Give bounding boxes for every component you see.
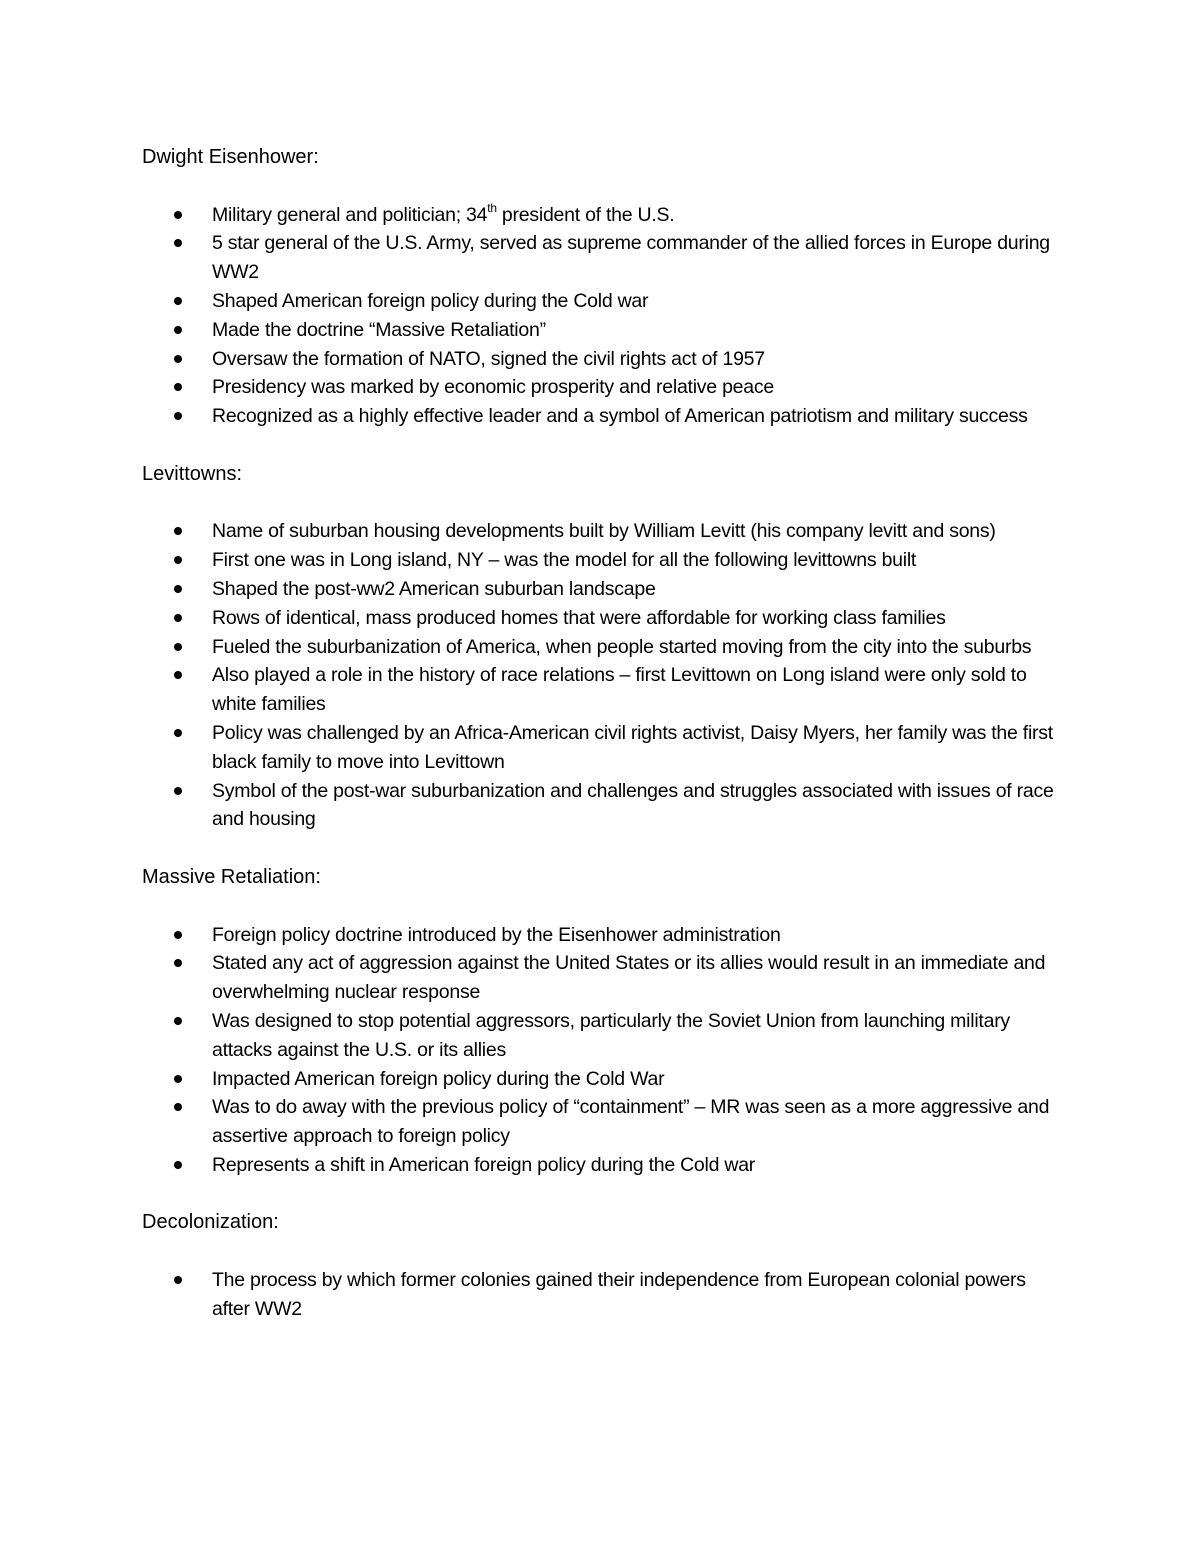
list-item — [142, 546, 1062, 575]
bullet-icon — [174, 787, 182, 795]
spacer — [142, 1180, 1062, 1209]
bullet-icon — [174, 959, 182, 967]
bullet-icon — [174, 211, 182, 219]
list-item — [142, 1065, 1062, 1094]
list-item-text: First one was in Long island, NY – was the model for all the following levittowns built — [212, 549, 917, 572]
section-heading-massive-retaliation: Massive Retaliation: — [142, 865, 321, 888]
bullet-icon — [174, 1017, 182, 1025]
bullet-icon — [174, 1103, 182, 1111]
bullet-icon — [174, 527, 182, 535]
list-item-text: Impacted American foreign policy during the Cold War — [212, 1067, 665, 1090]
list-item-text: The process by which former colonies gained their independence from European colonial powers after WW2 — [212, 1269, 1026, 1320]
list-item-text-after: president of the U.S. — [496, 203, 675, 226]
bullet-icon — [174, 931, 182, 939]
bullet-icon — [174, 729, 182, 737]
bullet-list-massive-retaliation — [142, 921, 1062, 1180]
list-item — [142, 1007, 1062, 1065]
list-item — [142, 316, 1062, 345]
list-item — [142, 661, 1062, 719]
section-heading-decolonization: Decolonization: — [142, 1211, 279, 1234]
spacer — [142, 892, 1062, 921]
spacer — [142, 834, 1062, 863]
list-item — [142, 604, 1062, 633]
bullet-icon — [174, 1276, 182, 1284]
list-item — [142, 921, 1062, 950]
bullet-icon — [174, 1161, 182, 1169]
list-item — [142, 777, 1062, 835]
list-item-text: Was to do away with the previous policy of “containment” – MR was seen as a more aggressive and assertive approach to foreign policy — [212, 1096, 1050, 1148]
list-item — [142, 201, 1062, 230]
list-item-text: Foreign policy doctrine introduced by the Eisenhower administration — [212, 923, 781, 946]
list-item-text: Name of suburban housing developments built by William Levitt (his company levitt and sons) — [212, 520, 996, 543]
list-item — [142, 1151, 1062, 1180]
list-item — [142, 373, 1062, 402]
bullet-icon — [174, 671, 182, 679]
list-item-text: Shaped the post-ww2 American suburban landscape — [212, 577, 656, 600]
list-item — [142, 517, 1062, 546]
spacer — [142, 1237, 1062, 1266]
bullet-icon — [174, 643, 182, 651]
list-item — [142, 949, 1062, 1007]
bullet-icon — [174, 355, 182, 363]
list-item-text: Stated any act of aggression against the United States or its allies would result in an immediate and overwhelming nuclear response — [212, 952, 1046, 1004]
bullet-icon — [174, 326, 182, 334]
bullet-icon — [174, 1075, 182, 1083]
spacer — [142, 431, 1062, 460]
list-item-text: Military general and politician; 34 — [212, 203, 488, 226]
list-item — [142, 719, 1062, 777]
list-item — [142, 345, 1062, 374]
bullet-icon — [174, 383, 182, 391]
list-item-text: Policy was challenged by an Africa-American civil rights activist, Daisy Myers, her family was the first black family to move into Levittown — [212, 721, 1053, 773]
list-item — [142, 402, 1062, 431]
bullet-icon — [174, 614, 182, 622]
list-item — [142, 287, 1062, 316]
section-heading-eisenhower: Dwight Eisenhower: — [142, 146, 319, 168]
bullet-icon — [174, 297, 182, 305]
superscript: th — [487, 201, 497, 216]
list-item-text: Represents a shift in American foreign policy during the Cold war — [212, 1153, 756, 1176]
list-item-text: Fueled the suburbanization of America, when people started moving from the city into the suburbs — [212, 635, 1032, 658]
list-item-text: Was designed to stop potential aggressors, particularly the Soviet Union from launching military attacks against the U.S. or its allies — [212, 1009, 1010, 1061]
list-item — [142, 1093, 1062, 1151]
list-item-text: Oversaw the formation of NATO, signed the civil rights act of 1957 — [212, 347, 765, 370]
list-item-text: Recognized as a highly effective leader and a symbol of American patriotism and military success — [212, 405, 1028, 428]
document-content — [142, 143, 1062, 1324]
list-item-text: Shaped American foreign policy during the Cold war — [212, 289, 649, 312]
spacer — [142, 489, 1062, 518]
bullet-list-eisenhower — [142, 201, 1062, 431]
list-item-text: Rows of identical, mass produced homes that were affordable for working class families — [212, 606, 946, 629]
list-item-text: Made the doctrine “Massive Retaliation” — [212, 318, 546, 341]
bullet-list-decolonization — [142, 1266, 1062, 1324]
list-item — [142, 633, 1062, 662]
list-item — [142, 575, 1062, 604]
bullet-icon — [174, 585, 182, 593]
bullet-icon — [174, 239, 182, 247]
spacer — [142, 172, 1062, 201]
bullet-icon — [174, 556, 182, 564]
list-item — [142, 229, 1062, 287]
list-item-text: Symbol of the post-war suburbanization and challenges and struggles associated with issues of race and housing — [212, 779, 1054, 831]
bullet-list-levittowns — [142, 517, 1062, 834]
bullet-icon — [174, 412, 182, 420]
list-item-text: 5 star general of the U.S. Army, served as supreme commander of the allied forces in Europe during WW2 — [212, 232, 1050, 284]
list-item-text: Also played a role in the history of race relations – first Levittown on Long island were only sold to white families — [212, 664, 1027, 716]
list-item — [142, 1266, 1062, 1324]
section-heading-levittowns: Levittowns: — [142, 462, 243, 485]
list-item-text: Presidency was marked by economic prosperity and relative peace — [212, 376, 774, 399]
